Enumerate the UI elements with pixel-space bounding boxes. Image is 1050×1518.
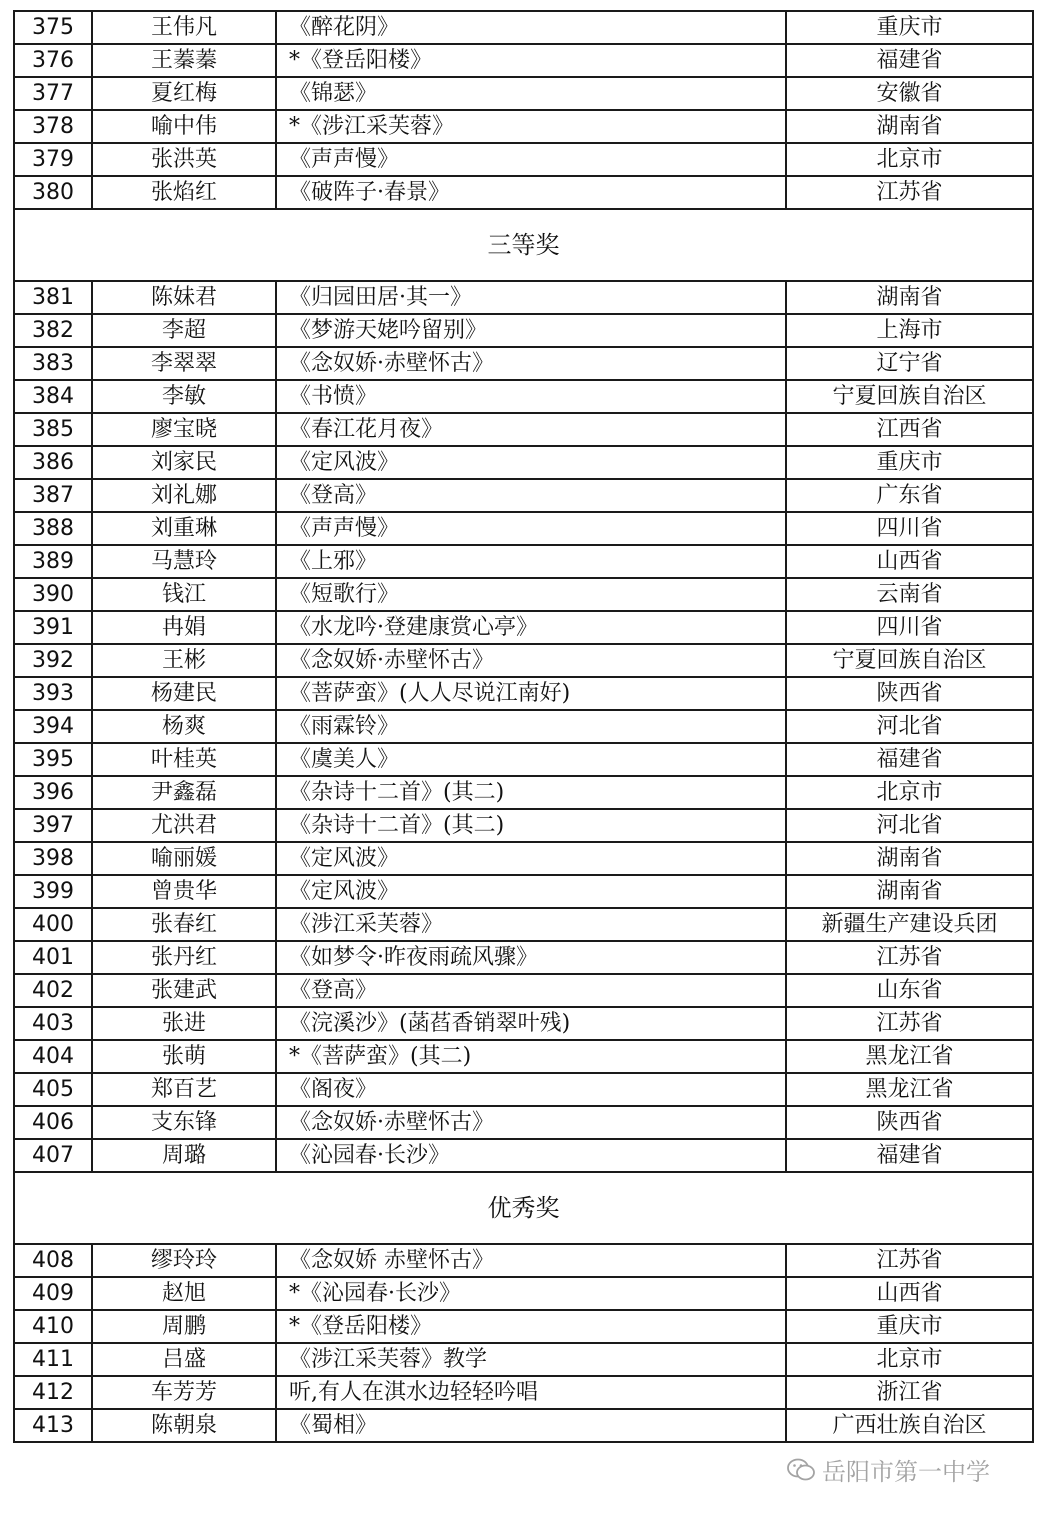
region: 山西省 [786, 545, 1033, 578]
region: 北京市 [786, 776, 1033, 809]
region: 安徽省 [786, 77, 1033, 110]
table-row [14, 941, 1033, 974]
participant-name: 杨爽 [92, 710, 276, 743]
table-row [14, 1040, 1033, 1073]
participant-name: 王伟凡 [92, 11, 276, 44]
region: 湖南省 [786, 110, 1033, 143]
table-row [14, 44, 1033, 77]
row-number: 410 [14, 1310, 92, 1343]
participant-name: 张萌 [92, 1040, 276, 1073]
row-number: 386 [14, 446, 92, 479]
region: 福建省 [786, 743, 1033, 776]
table-row [14, 644, 1033, 677]
region: 河北省 [786, 710, 1033, 743]
region: 河北省 [786, 809, 1033, 842]
work-title: 《杂诗十二首》(其二) [276, 776, 786, 809]
region: 江苏省 [786, 1007, 1033, 1040]
participant-name: 尹鑫磊 [92, 776, 276, 809]
award-table [13, 10, 1034, 1443]
work-title: 《浣溪沙》(菡萏香销翠叶残) [276, 1007, 786, 1040]
region: 黑龙江省 [786, 1040, 1033, 1073]
table-row [14, 1106, 1033, 1139]
region: 黑龙江省 [786, 1073, 1033, 1106]
region: 新疆生产建设兵团 [786, 908, 1033, 941]
row-number: 387 [14, 479, 92, 512]
region: 重庆市 [786, 1310, 1033, 1343]
section-title: 三等奖 [14, 209, 1033, 281]
wechat-watermark [786, 1452, 990, 1487]
table-row [14, 1310, 1033, 1343]
table-row [14, 611, 1033, 644]
row-number: 392 [14, 644, 92, 677]
work-title: 《菩萨蛮》(人人尽说江南好) [276, 677, 786, 710]
row-number: 393 [14, 677, 92, 710]
region: 江苏省 [786, 176, 1033, 209]
work-title: *《登岳阳楼》 [276, 1310, 786, 1343]
wechat-icon [786, 1457, 816, 1483]
region: 重庆市 [786, 11, 1033, 44]
region: 北京市 [786, 143, 1033, 176]
region: 四川省 [786, 611, 1033, 644]
region: 江苏省 [786, 1244, 1033, 1277]
work-title: 听,有人在淇水边轻轻吟唱 [276, 1376, 786, 1409]
participant-name: 曾贵华 [92, 875, 276, 908]
row-number: 375 [14, 11, 92, 44]
table-row [14, 176, 1033, 209]
table-row [14, 512, 1033, 545]
watermark-text: 岳阳市第一中学 [822, 1458, 990, 1486]
work-title: 《水龙吟·登建康赏心亭》 [276, 611, 786, 644]
row-number: 411 [14, 1343, 92, 1376]
participant-name: 夏红梅 [92, 77, 276, 110]
region: 福建省 [786, 1139, 1033, 1172]
participant-name: 廖宝晓 [92, 413, 276, 446]
row-number: 413 [14, 1409, 92, 1442]
work-title: *《菩萨蛮》(其二) [276, 1040, 786, 1073]
participant-name: 张丹红 [92, 941, 276, 974]
participant-name: 李敏 [92, 380, 276, 413]
table-row [14, 1073, 1033, 1106]
work-title: 《阁夜》 [276, 1073, 786, 1106]
table-row [14, 677, 1033, 710]
region: 宁夏回族自治区 [786, 644, 1033, 677]
participant-name: 张进 [92, 1007, 276, 1040]
region: 湖南省 [786, 875, 1033, 908]
row-number: 389 [14, 545, 92, 578]
work-title: 《定风波》 [276, 875, 786, 908]
work-title: 《念奴娇·赤壁怀古》 [276, 644, 786, 677]
row-number: 405 [14, 1073, 92, 1106]
participant-name: 叶桂英 [92, 743, 276, 776]
row-number: 385 [14, 413, 92, 446]
work-title: 《登高》 [276, 479, 786, 512]
region: 湖南省 [786, 281, 1033, 314]
region: 北京市 [786, 1343, 1033, 1376]
row-number: 398 [14, 842, 92, 875]
work-title: 《春江花月夜》 [276, 413, 786, 446]
participant-name: 吕盛 [92, 1343, 276, 1376]
table-row [14, 710, 1033, 743]
section-header-row [14, 209, 1033, 281]
region: 山东省 [786, 974, 1033, 1007]
row-number: 403 [14, 1007, 92, 1040]
work-title: 《声声慢》 [276, 512, 786, 545]
participant-name: 支东锋 [92, 1106, 276, 1139]
row-number: 395 [14, 743, 92, 776]
row-number: 378 [14, 110, 92, 143]
row-number: 388 [14, 512, 92, 545]
table-row [14, 446, 1033, 479]
region: 浙江省 [786, 1376, 1033, 1409]
row-number: 401 [14, 941, 92, 974]
table-row [14, 479, 1033, 512]
work-title: 《雨霖铃》 [276, 710, 786, 743]
row-number: 399 [14, 875, 92, 908]
participant-name: 陈妹君 [92, 281, 276, 314]
award-table-body [14, 11, 1033, 1442]
table-row [14, 578, 1033, 611]
participant-name: 冉娟 [92, 611, 276, 644]
participant-name: 张洪英 [92, 143, 276, 176]
work-title: 《念奴娇 赤壁怀古》 [276, 1244, 786, 1277]
work-title: 《蜀相》 [276, 1409, 786, 1442]
table-row [14, 545, 1033, 578]
table-row [14, 1007, 1033, 1040]
table-row [14, 809, 1033, 842]
work-title: 《念奴娇·赤壁怀古》 [276, 347, 786, 380]
region: 山西省 [786, 1277, 1033, 1310]
participant-name: 刘礼娜 [92, 479, 276, 512]
row-number: 406 [14, 1106, 92, 1139]
participant-name: 周璐 [92, 1139, 276, 1172]
work-title: 《定风波》 [276, 446, 786, 479]
region: 宁夏回族自治区 [786, 380, 1033, 413]
row-number: 400 [14, 908, 92, 941]
work-title: 《念奴娇·赤壁怀古》 [276, 1106, 786, 1139]
participant-name: 王彬 [92, 644, 276, 677]
participant-name: 马慧玲 [92, 545, 276, 578]
region: 上海市 [786, 314, 1033, 347]
region: 四川省 [786, 512, 1033, 545]
work-title: 《书愤》 [276, 380, 786, 413]
work-title: 《如梦令·昨夜雨疏风骤》 [276, 941, 786, 974]
row-number: 377 [14, 77, 92, 110]
participant-name: 张焰红 [92, 176, 276, 209]
work-title: 《登高》 [276, 974, 786, 1007]
participant-name: 周鹏 [92, 1310, 276, 1343]
row-number: 407 [14, 1139, 92, 1172]
row-number: 402 [14, 974, 92, 1007]
participant-name: 王蓁蓁 [92, 44, 276, 77]
participant-name: 杨建民 [92, 677, 276, 710]
table-row [14, 281, 1033, 314]
table-row [14, 743, 1033, 776]
participant-name: 钱江 [92, 578, 276, 611]
work-title: 《梦游天姥吟留别》 [276, 314, 786, 347]
participant-name: 李超 [92, 314, 276, 347]
region: 陕西省 [786, 1106, 1033, 1139]
participant-name: 缪玲玲 [92, 1244, 276, 1277]
row-number: 408 [14, 1244, 92, 1277]
work-title: 《杂诗十二首》(其二) [276, 809, 786, 842]
row-number: 376 [14, 44, 92, 77]
table-row [14, 347, 1033, 380]
work-title: 《短歌行》 [276, 578, 786, 611]
table-row [14, 314, 1033, 347]
work-title: 《锦瑟》 [276, 77, 786, 110]
work-title: 《上邪》 [276, 545, 786, 578]
work-title: 《破阵子·春景》 [276, 176, 786, 209]
work-title: *《涉江采芙蓉》 [276, 110, 786, 143]
table-row [14, 413, 1033, 446]
work-title: 《醉花阴》 [276, 11, 786, 44]
region: 陕西省 [786, 677, 1033, 710]
row-number: 383 [14, 347, 92, 380]
section-title: 优秀奖 [14, 1172, 1033, 1244]
table-row [14, 11, 1033, 44]
table-row [14, 842, 1033, 875]
work-title: *《沁园春·长沙》 [276, 1277, 786, 1310]
work-title: 《虞美人》 [276, 743, 786, 776]
table-row [14, 908, 1033, 941]
region: 云南省 [786, 578, 1033, 611]
region: 湖南省 [786, 842, 1033, 875]
table-row [14, 974, 1033, 1007]
region: 广东省 [786, 479, 1033, 512]
participant-name: 喻丽媛 [92, 842, 276, 875]
table-row [14, 1277, 1033, 1310]
row-number: 404 [14, 1040, 92, 1073]
table-row [14, 143, 1033, 176]
table-row [14, 1376, 1033, 1409]
work-title: 《涉江采芙蓉》 [276, 908, 786, 941]
region: 江西省 [786, 413, 1033, 446]
table-row [14, 1244, 1033, 1277]
participant-name: 刘家民 [92, 446, 276, 479]
participant-name: 喻中伟 [92, 110, 276, 143]
row-number: 379 [14, 143, 92, 176]
work-title: 《涉江采芙蓉》教学 [276, 1343, 786, 1376]
participant-name: 张春红 [92, 908, 276, 941]
table-row [14, 110, 1033, 143]
row-number: 412 [14, 1376, 92, 1409]
row-number: 380 [14, 176, 92, 209]
participant-name: 张建武 [92, 974, 276, 1007]
table-row [14, 77, 1033, 110]
table-row [14, 1409, 1033, 1442]
row-number: 384 [14, 380, 92, 413]
row-number: 396 [14, 776, 92, 809]
row-number: 390 [14, 578, 92, 611]
work-title: 《定风波》 [276, 842, 786, 875]
table-row [14, 1343, 1033, 1376]
row-number: 381 [14, 281, 92, 314]
participant-name: 赵旭 [92, 1277, 276, 1310]
participant-name: 车芳芳 [92, 1376, 276, 1409]
table-row [14, 776, 1033, 809]
participant-name: 陈朝泉 [92, 1409, 276, 1442]
participant-name: 刘重琳 [92, 512, 276, 545]
region: 重庆市 [786, 446, 1033, 479]
section-header-row [14, 1172, 1033, 1244]
work-title: 《沁园春·长沙》 [276, 1139, 786, 1172]
participant-name: 郑百艺 [92, 1073, 276, 1106]
table-row [14, 1139, 1033, 1172]
award-list-page [13, 10, 1034, 1443]
participant-name: 李翠翠 [92, 347, 276, 380]
row-number: 391 [14, 611, 92, 644]
region: 福建省 [786, 44, 1033, 77]
region: 广西壮族自治区 [786, 1409, 1033, 1442]
participant-name: 尤洪君 [92, 809, 276, 842]
region: 江苏省 [786, 941, 1033, 974]
work-title: *《登岳阳楼》 [276, 44, 786, 77]
work-title: 《归园田居·其一》 [276, 281, 786, 314]
region: 辽宁省 [786, 347, 1033, 380]
table-row [14, 875, 1033, 908]
row-number: 382 [14, 314, 92, 347]
row-number: 394 [14, 710, 92, 743]
row-number: 409 [14, 1277, 92, 1310]
work-title: 《声声慢》 [276, 143, 786, 176]
row-number: 397 [14, 809, 92, 842]
table-row [14, 380, 1033, 413]
